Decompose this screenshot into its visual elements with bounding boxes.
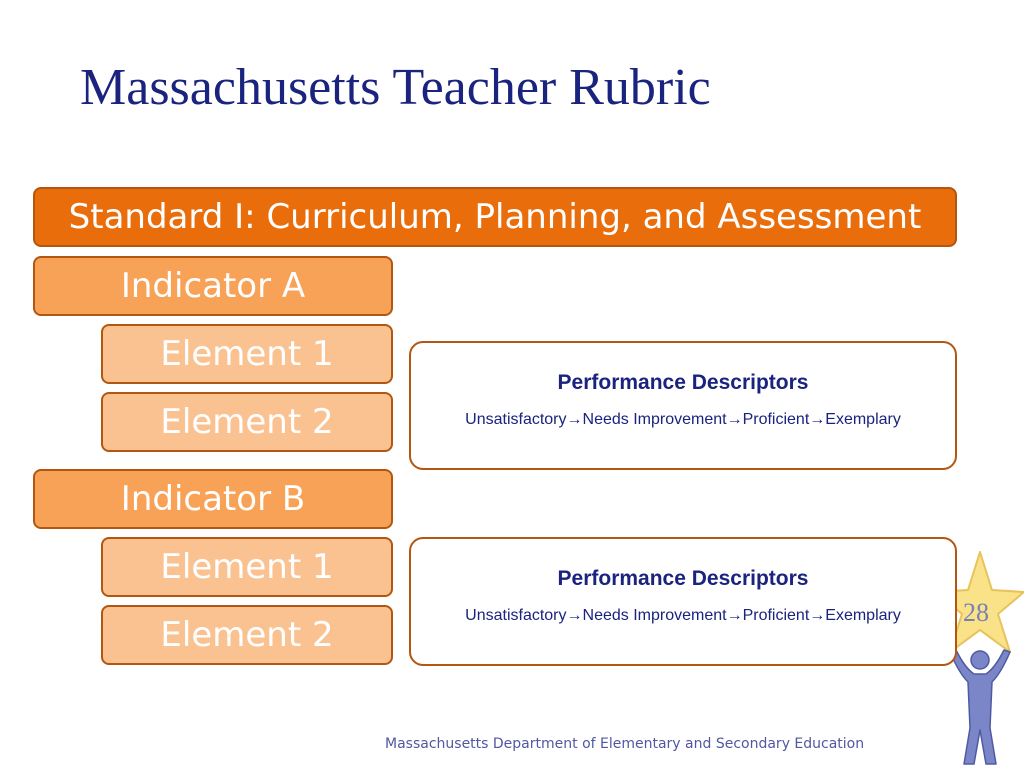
standard-label: Standard I: Curriculum, Planning, and Assessment <box>68 197 922 237</box>
slide-title: Massachusetts Teacher Rubric <box>80 59 711 116</box>
performance-descriptors-heading-b: Performance Descriptors <box>557 567 809 590</box>
standard-box <box>33 187 957 247</box>
indicator-a-element-2-box <box>101 392 393 452</box>
performance-scale-a: Unsatisfactory→Needs Improvement→Proficient→Exemplary <box>465 411 901 428</box>
indicator-a-element-2-label: Element 2 <box>160 402 334 442</box>
indicator-b-box <box>33 469 393 529</box>
indicator-b-element-2-box <box>101 605 393 665</box>
indicator-b-element-1-label: Element 1 <box>160 547 334 587</box>
performance-descriptors-heading-a: Performance Descriptors <box>557 371 809 394</box>
performance-descriptors-box-b <box>409 537 957 666</box>
indicator-b-element-2-label: Element 2 <box>160 615 334 655</box>
indicator-b-label: Indicator B <box>120 479 306 519</box>
indicator-a-label: Indicator A <box>120 266 306 306</box>
indicator-b-element-1-box <box>101 537 393 597</box>
performance-descriptors-box-a <box>409 341 957 470</box>
page-number: 28 <box>963 598 989 627</box>
footer-text: Massachusetts Department of Elementary and Secondary Education <box>385 736 865 752</box>
person-icon <box>950 650 1010 764</box>
indicator-a-element-1-label: Element 1 <box>160 334 334 374</box>
indicator-a-box <box>33 256 393 316</box>
indicator-a-element-1-box <box>101 324 393 384</box>
performance-scale-b: Unsatisfactory→Needs Improvement→Proficient→Exemplary <box>465 607 901 624</box>
